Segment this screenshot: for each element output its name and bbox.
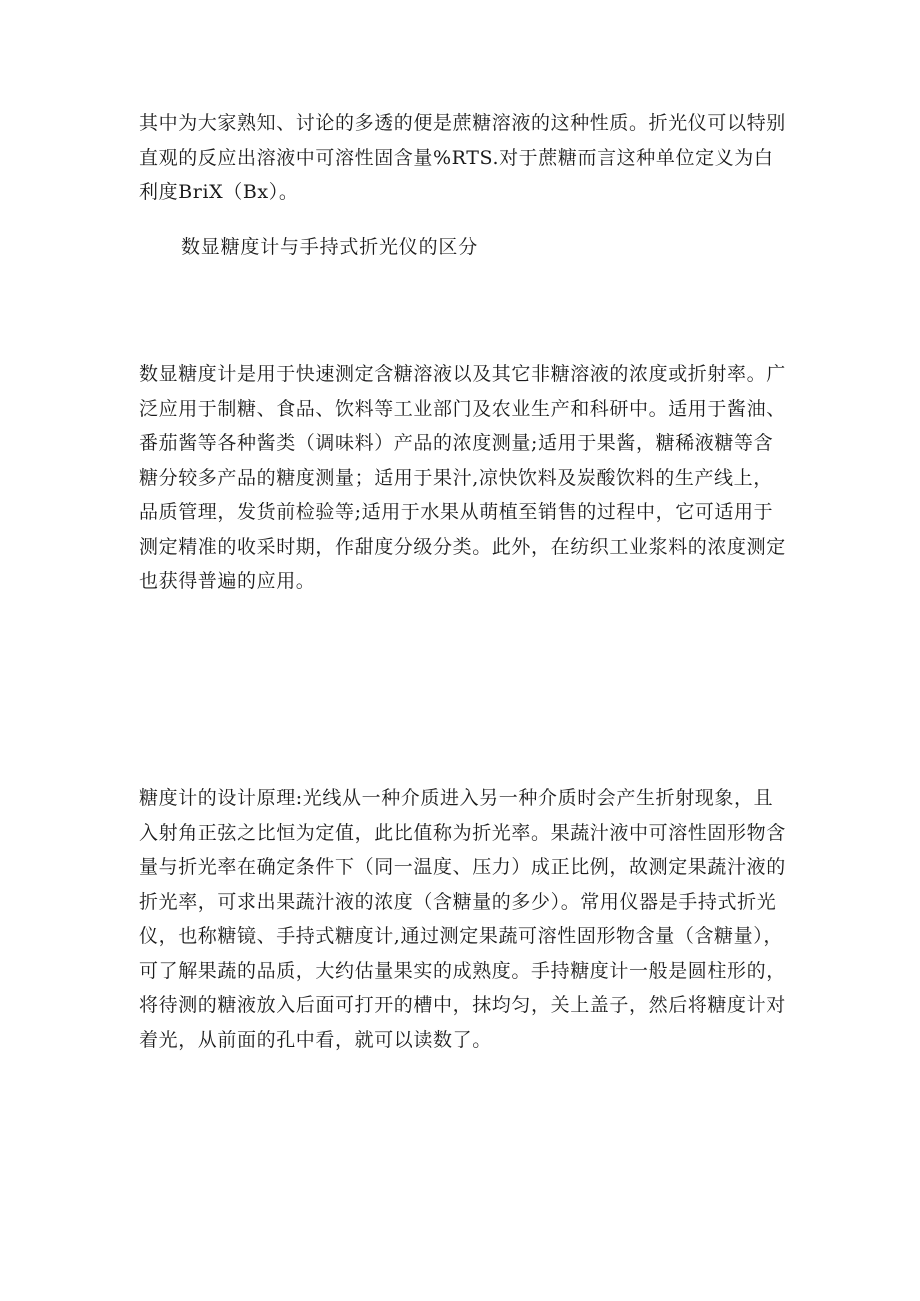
text-line: 泛应用于制糖、食品、饮料等工业部门及农业生产和科研中。适用于酱油、 <box>139 397 786 420</box>
paragraph-digital-refractometer <box>139 357 799 599</box>
text-line: 其中为大家熟知、讨论的多透的便是蔗糖溶液的这种性质。折光仪可以特别 <box>139 112 786 134</box>
paragraph-design-principle <box>139 781 799 1057</box>
text-line: 糖分较多产品的糖度测量；适用于果汁,凉快饮料及炭酸饮料的生产线上， <box>139 466 773 489</box>
text-line: 番茄酱等各种酱类（调味料）产品的浓度测量;适用于果酱，糖稀液糖等含 <box>139 432 774 454</box>
text-line: 测定精准的收采时期，作甜度分级分类。此外，在纺织工业浆料的浓度测定 <box>139 535 786 558</box>
text-line: 数显糖度计是用于快速测定含糖溶液以及其它非糖溶液的浓度或折射率。广 <box>139 363 786 385</box>
text-line: 也获得普遍的应用。 <box>139 570 316 592</box>
text-line: 糖度计的设计原理:光线从一种介质进入另一种介质时会产生折射现象，且 <box>139 787 774 809</box>
text-line: 将待测的糖液放入后面可打开的槽中，抹均匀，关上盖子，然后将糖度计对 <box>139 994 786 1016</box>
text-line: 直观的反应出溶液中可溶性固含量%RTS.对于蔗糖而言这种单位定义为白 <box>139 146 774 169</box>
text-line: 可了解果蔬的品质，大约估量果实的成熟度。手持糖度计一般是圆柱形的， <box>139 959 786 982</box>
text-line: 利度BriX（Bx）。 <box>139 181 299 203</box>
paragraph-sucrose-brix <box>139 106 799 210</box>
section-heading: 数显糖度计与手持式折光仪的区分 <box>181 236 479 258</box>
text-line: 折光率，可求出果蔬汁液的浓度（含糖量的多少）。常用仪器是手持式折光 <box>139 890 777 913</box>
text-line: 品质管理，发货前检验等;适用于水果从萌植至销售的过程中，它可适用于 <box>139 501 774 523</box>
text-line: 量与折光率在确定条件下（同一温度、压力）成正比例，故测定果蔬汁液的 <box>139 856 786 878</box>
text-line: 仪，也称糖镜、手持式糖度计,通过测定果蔬可溶性固形物含量（含糖量）， <box>139 925 783 947</box>
text-line: 着光，从前面的孔中看，就可以读数了。 <box>139 1028 492 1051</box>
text-line: 入射角正弦之比恒为定值，此比值称为折光率。果蔬汁液中可溶性固形物含 <box>139 821 786 844</box>
